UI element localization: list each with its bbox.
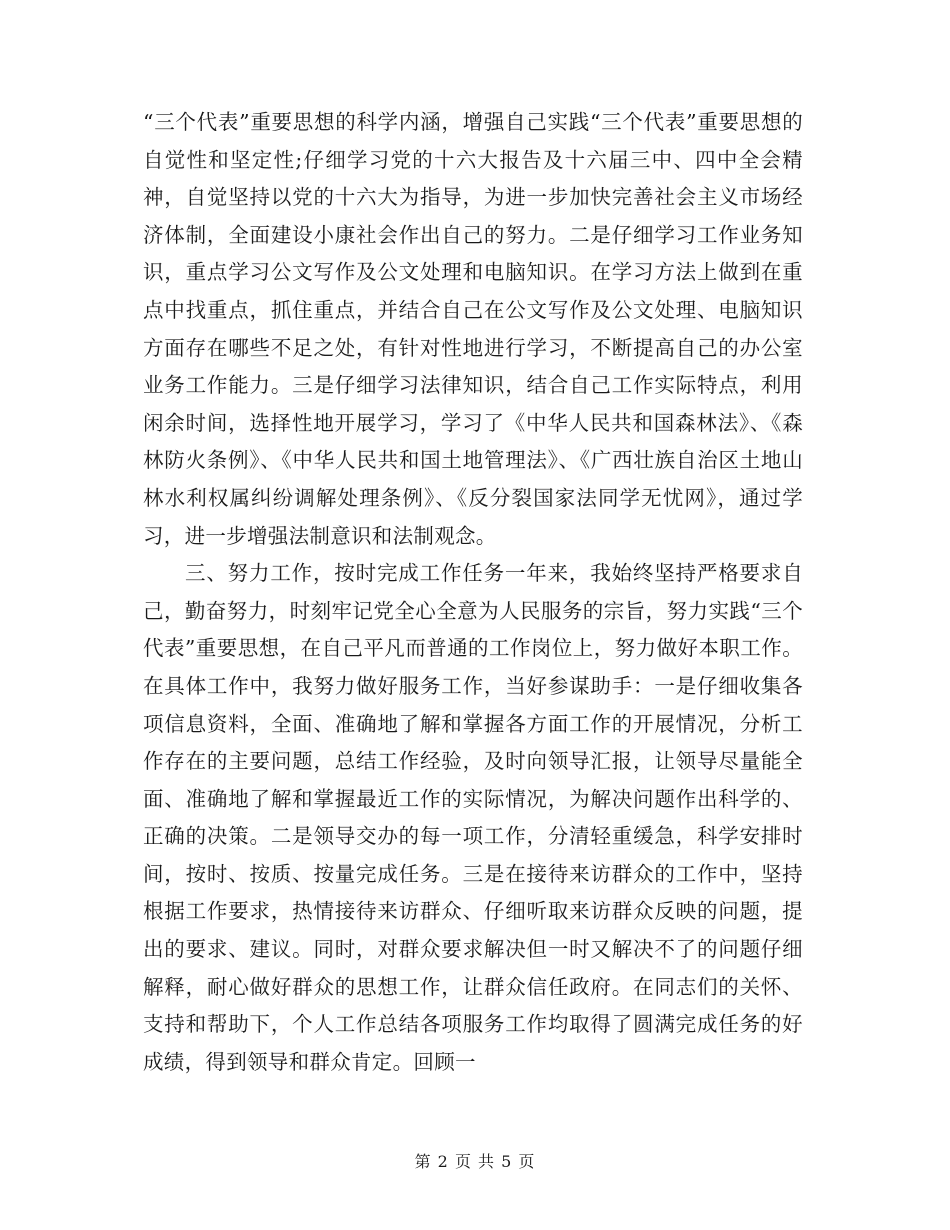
paragraph-study-continuation: “三个代表”重要思想的科学内涵，增强自己实践“三个代表”重要思想的自觉性和坚定性;仔细学习党的十六大报告及十六届三中、四中全会精神，自觉坚持以党的十六大为指导，为进一步加快完善社会主义市场经济体制，全面建设小康社会作出自己的努力。二是仔细学习工作业务知识，重点学习公文写作及公文处理和电脑知识。在学习方法上做到在重点中找重点，抓住重点，并结合自己在公文写作及公文处理、电脑知识方面存在哪些不足之处，有针对性地进行学习，不断提高自己的办公室业务工作能力。三是仔细学习法律知识，结合自己工作实际特点，利用闲余时间，选择性地开展学习，学习了《中华人民共和国森林法》、《森林防火条例》、《中华人民共和国土地管理法》、《广西壮族自治区土地山林水利权属纠纷调解处理条例》、《反分裂国家法同学无忧网》，通过学习，进一步增强法制意识和法制观念。: [143, 110, 803, 548]
paragraph-work-section-three: 三、努力工作，按时完成工作任务一年来，我始终坚持严格要求自己，勤奋努力，时刻牢记党全心全意为人民服务的宗旨，努力实践“三个代表”重要思想，在自己平凡而普通的工作岗位上，努力做好本职工作。在具体工作中，我努力做好服务工作，当好参谋助手：一是仔细收集各项信息资料，全面、准确地了解和掌握各方面工作的开展情况，分析工作存在的主要问题，总结工作经验，及时向领导汇报，让领导尽量能全面、准确地了解和掌握最近工作的实际情况，为解决问题作出科学的、正确的决策。二是领导交办的每一项工作，分清轻重缓急，科学安排时间，按时、按质、按量完成任务。三是在接待来访群众的工作中，坚持根据工作要求，热情接待来访群众、仔细听取来访群众反映的问题，提出的要求、建议。同时，对群众要求解决但一时又解决不了的问题仔细解释，耐心做好群众的思想工作，让群众信任政府。在同志们的关怀、支持和帮助下，个人工作总结各项服务工作均取得了圆满完成任务的好成绩，得到领导和群众肯定。回顾一: [143, 561, 803, 1074]
page-number-footer: 第 2 页 共 5 页: [414, 1152, 536, 1171]
document-body: [143, 104, 803, 1081]
